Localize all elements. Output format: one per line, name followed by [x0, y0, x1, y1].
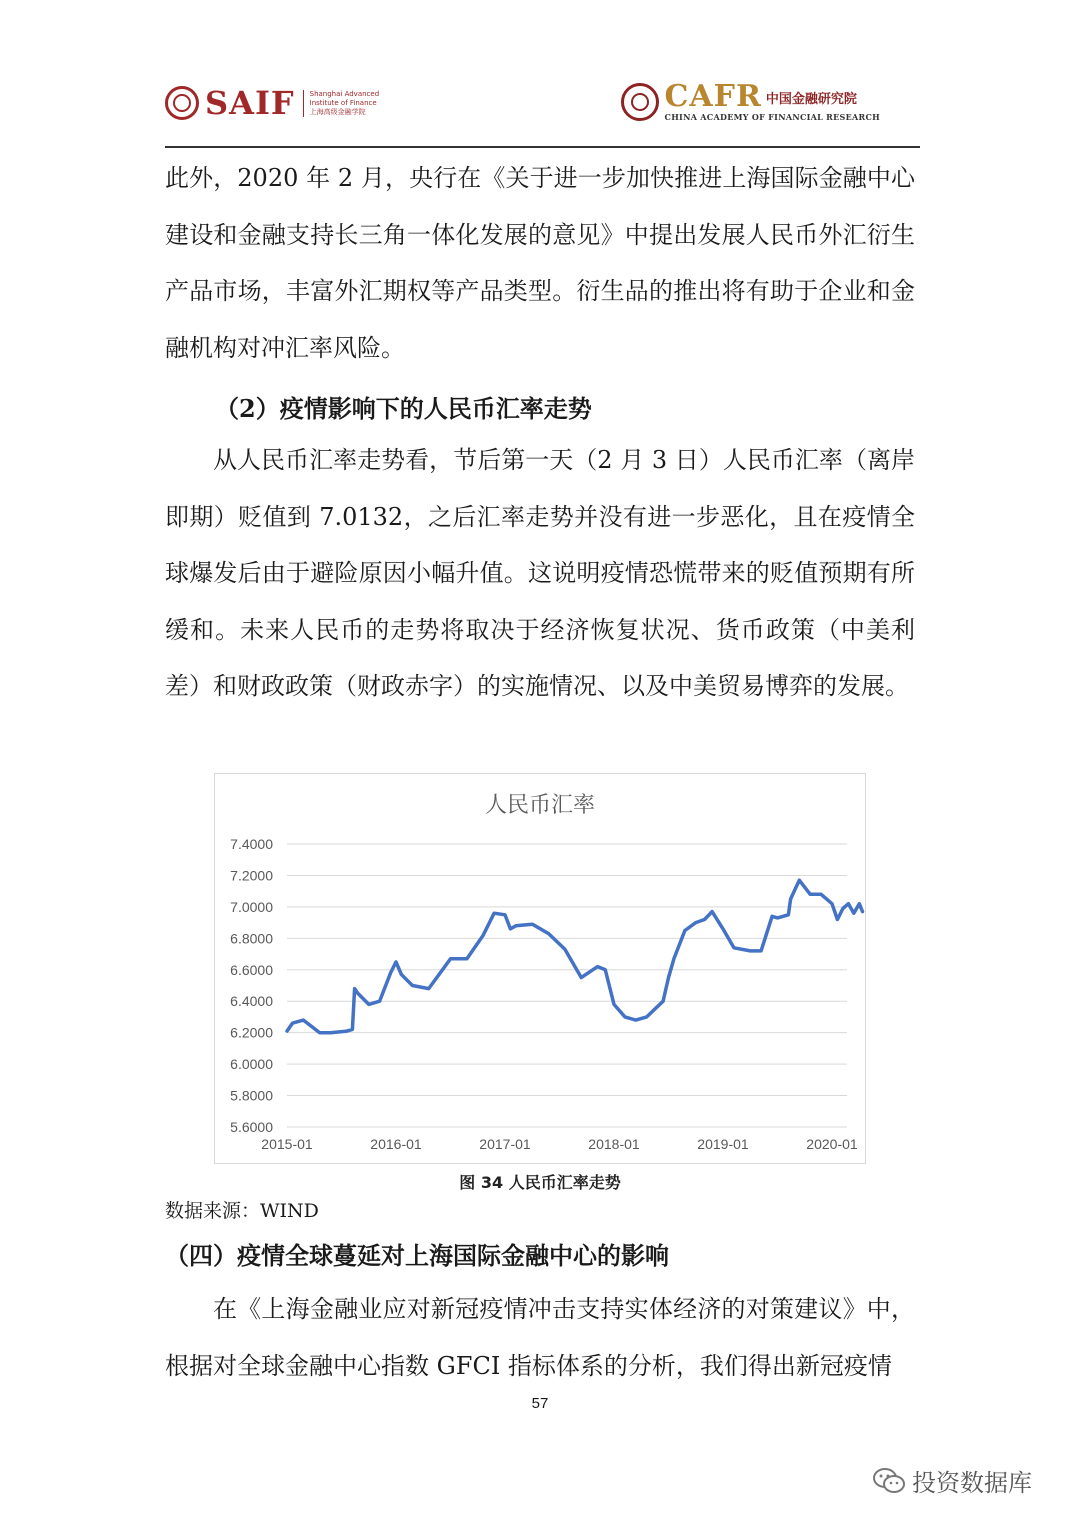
exchange-rate-chart: [214, 773, 866, 1164]
saif-logo-subtitle: Shanghai Advanced Institute of Finance 上海高级金融学院: [303, 90, 380, 117]
y-tick-label: 6.2000: [230, 1024, 273, 1041]
x-tick-label: 2017-01: [479, 1136, 531, 1152]
x-tick-label: 2016-01: [370, 1136, 422, 1152]
section-heading-4: （四）疫情全球蔓延对上海国际金融中心的影响: [165, 1241, 669, 1270]
saif-logo: [165, 84, 379, 122]
y-tick-label: 5.6000: [230, 1119, 273, 1135]
section-heading-2: （2）疫情影响下的人民币汇率走势: [215, 394, 592, 423]
y-tick-label: 6.4000: [230, 993, 273, 1010]
saif-logo-text: SAIF: [205, 84, 295, 122]
paragraph-3: 在《上海金融业应对新冠疫情冲击支持实体经济的对策建议》中，根据对全球金融中心指数 GFCI 指标体系的分析，我们得出新冠疫情: [165, 1295, 915, 1380]
cafr-logo: [621, 79, 880, 122]
y-tick-label: 7.0000: [230, 898, 273, 915]
y-tick-label: 6.6000: [230, 961, 273, 978]
y-tick-label: 5.8000: [230, 1087, 273, 1104]
page-header: [165, 78, 920, 148]
x-tick-label: 2018-01: [588, 1136, 640, 1152]
chart-canvas: [215, 774, 865, 1163]
y-tick-label: 6.0000: [230, 1056, 273, 1073]
series-line: [287, 880, 863, 1032]
data-source: 数据来源：WIND: [165, 1200, 319, 1222]
y-tick-label: 7.4000: [230, 836, 273, 852]
x-tick-label: 2019-01: [697, 1136, 749, 1152]
saif-seal-icon: [165, 86, 199, 120]
page-number: 57: [531, 1395, 549, 1412]
cafr-logo-cn: 中国金融研究院: [765, 91, 857, 107]
wechat-watermark: [872, 1463, 1032, 1498]
y-tick-label: 6.8000: [230, 930, 273, 947]
cafr-logo-text: CAFR: [664, 79, 762, 114]
wechat-icon: [872, 1466, 906, 1496]
cafr-logo-en: CHINA ACADEMY OF FINANCIAL RESEARCH: [664, 112, 880, 122]
cafr-seal-icon: [621, 83, 659, 121]
figure-caption: 图 34 人民币汇率走势: [459, 1173, 621, 1192]
chart-title: 人民币汇率: [484, 793, 596, 818]
watermark-text: 投资数据库: [912, 1469, 1032, 1497]
paragraph-2: 从人民币汇率走势看，节后第一天（2 月 3 日）人民币汇率（离岸即期）贬值到 7.0132，之后汇率走势并没有进一步恶化，且在疫情全球爆发后由于避险原因小幅升值。这说明疫情恐慌带来的贬值预期有所缓和。未来人民币的走势将取决于经济恢复状况、货币政策（中美利差）和财政政策（财政赤字）的实施情况、以及中美贸易博弈的发展。: [165, 446, 915, 700]
x-tick-label: 2015-01: [261, 1136, 313, 1152]
x-tick-label: 2020-01: [806, 1136, 858, 1152]
y-tick-label: 7.2000: [230, 867, 273, 884]
paragraph-1: 此外，2020 年 2 月，央行在《关于进一步加快推进上海国际金融中心建设和金融支持长三角一体化发展的意见》中提出发展人民币外汇衍生产品市场，丰富外汇期权等产品类型。衍生品的推出将有助于企业和金融机构对冲汇率风险。: [165, 164, 915, 362]
